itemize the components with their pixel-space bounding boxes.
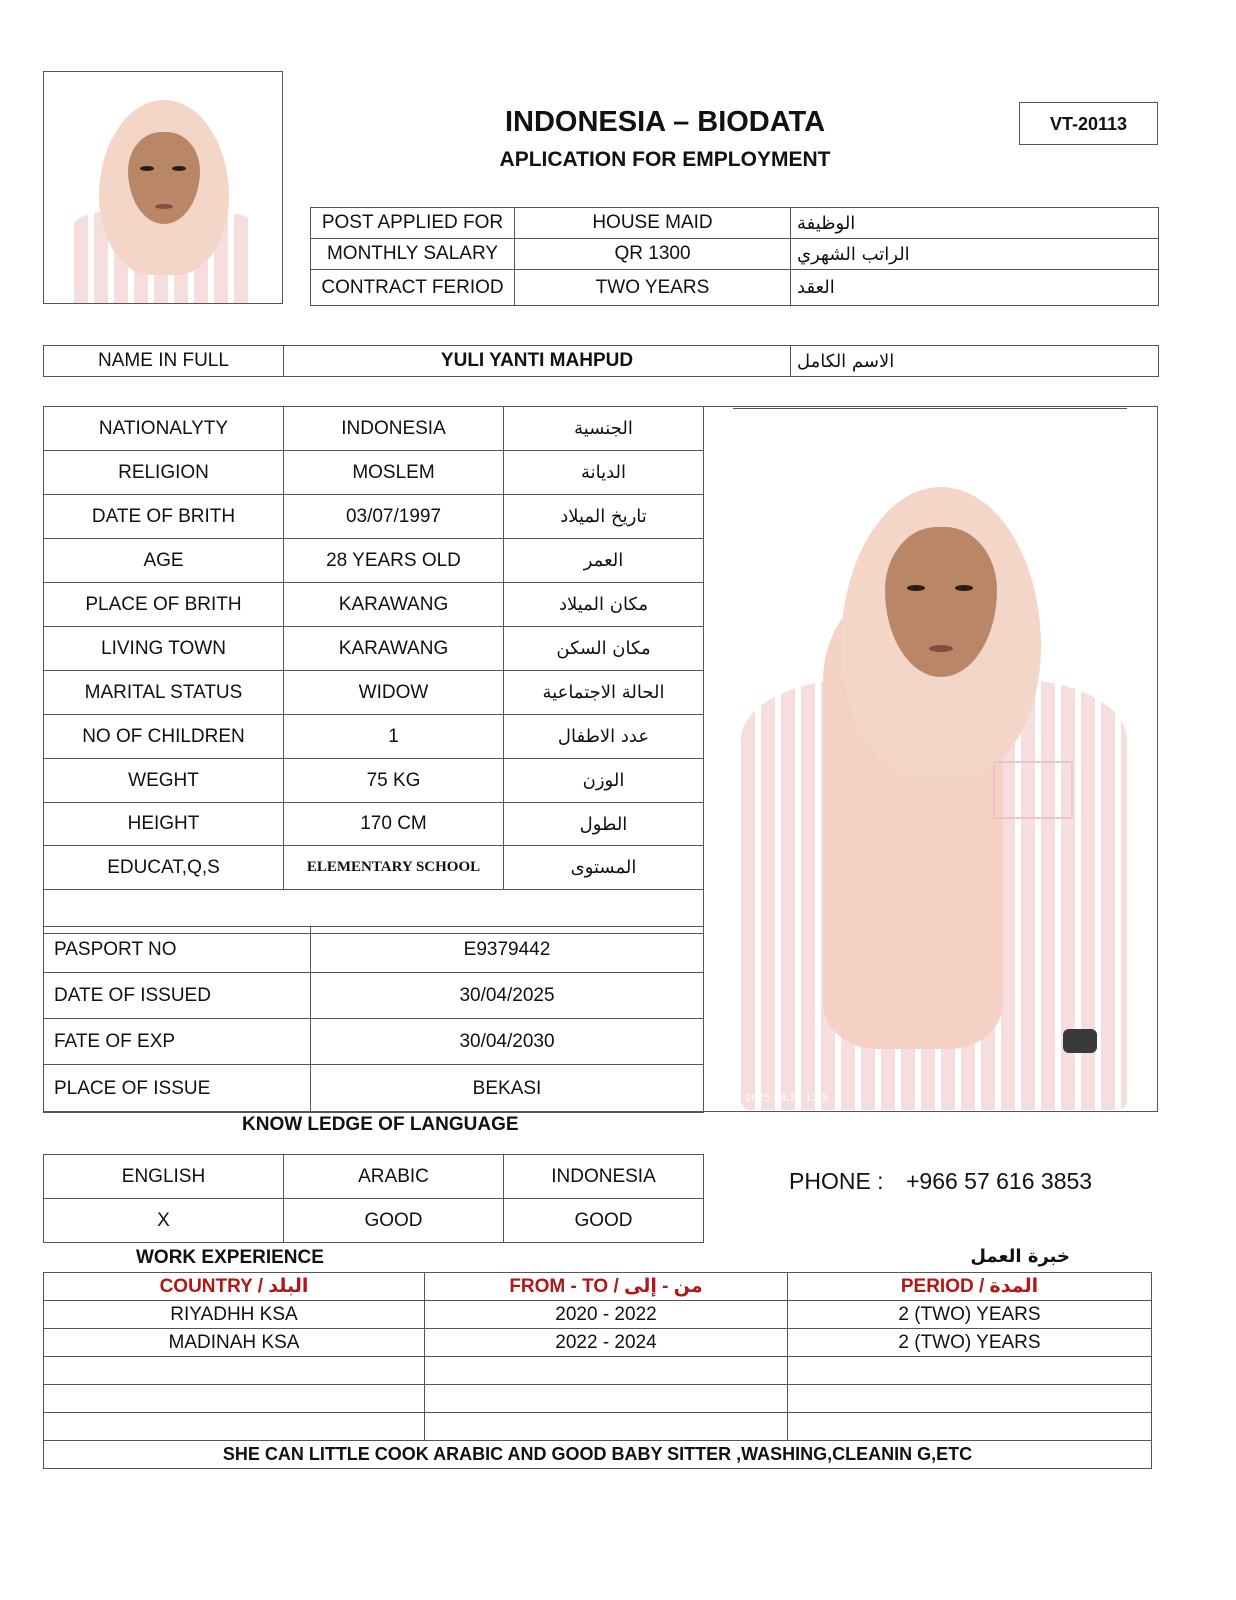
personal-arabic: العمر — [504, 539, 704, 583]
page-title: INDONESIA – BIODATA — [504, 106, 826, 138]
work-header-country: COUNTRY / البلد — [44, 1273, 425, 1301]
work-cell: RIYADHH KSA — [44, 1301, 425, 1329]
language-header: ENGLISH — [44, 1155, 284, 1199]
language-level: GOOD — [504, 1199, 704, 1243]
personal-value: KARAWANG — [284, 583, 504, 627]
job-label: MONTHLY SALARY — [311, 239, 515, 270]
job-value: QR 1300 — [515, 239, 791, 270]
passport-label: PASPORT NO — [44, 927, 311, 973]
passport-table — [43, 926, 704, 1113]
full-body-figure — [733, 409, 1127, 1110]
name-arabic: الاسم الكامل — [791, 346, 1159, 377]
personal-arabic: مكان الميلاد — [504, 583, 704, 627]
language-header: INDONESIA — [504, 1155, 704, 1199]
language-header: ARABIC — [284, 1155, 504, 1199]
work-heading-arabic: خبرة العمل — [970, 1246, 1070, 1267]
personal-label: EDUCAT,Q,S — [44, 846, 284, 890]
job-value: TWO YEARS — [515, 270, 791, 306]
personal-arabic: الجنسية — [504, 407, 704, 451]
job-table — [310, 207, 1159, 306]
work-cell — [44, 1413, 425, 1441]
work-cell: MADINAH KSA — [44, 1329, 425, 1357]
phone-label: PHONE : — [789, 1168, 884, 1194]
language-table — [43, 1154, 704, 1243]
personal-label: MARITAL STATUS — [44, 671, 284, 715]
work-cell — [788, 1413, 1152, 1441]
job-value: HOUSE MAID — [515, 208, 791, 239]
personal-value: ELEMENTARY SCHOOL — [284, 846, 504, 890]
passport-label: FATE OF EXP — [44, 1019, 311, 1065]
personal-value: 03/07/1997 — [284, 495, 504, 539]
work-cell — [44, 1385, 425, 1413]
personal-arabic: المستوى — [504, 846, 704, 890]
work-cell — [788, 1357, 1152, 1385]
phone-line — [789, 1168, 1092, 1195]
work-cell: 2 (TWO) YEARS — [788, 1301, 1152, 1329]
personal-arabic: عدد الاطفال — [504, 715, 704, 759]
portrait-figure — [64, 100, 264, 304]
personal-table — [43, 406, 704, 934]
personal-value: MOSLEM — [284, 451, 504, 495]
personal-label: PLACE OF BRITH — [44, 583, 284, 627]
full-name: YULI YANTI MAHPUD — [284, 346, 791, 377]
personal-label: NATIONALYTY — [44, 407, 284, 451]
full-body-photo — [733, 408, 1127, 1110]
personal-label: NO OF CHILDREN — [44, 715, 284, 759]
personal-value: KARAWANG — [284, 627, 504, 671]
passport-label: PLACE OF ISSUE — [44, 1065, 311, 1113]
work-cell — [788, 1385, 1152, 1413]
passport-value: BEKASI — [311, 1065, 704, 1113]
personal-arabic: الوزن — [504, 759, 704, 803]
personal-value: 75 KG — [284, 759, 504, 803]
personal-value: 170 CM — [284, 803, 504, 846]
job-arabic: الراتب الشهري — [791, 239, 1159, 270]
job-label: CONTRACT FERIOD — [311, 270, 515, 306]
work-cell — [44, 1357, 425, 1385]
personal-label: AGE — [44, 539, 284, 583]
name-label: NAME IN FULL — [44, 346, 284, 377]
work-header-dates: FROM - TO / من - إلى — [425, 1273, 788, 1301]
personal-arabic: تاريخ الميلاد — [504, 495, 704, 539]
photo-timestamp: 2025.04.28 13:5 — [745, 1093, 828, 1104]
language-heading: KNOW LEDGE OF LANGUAGE — [242, 1114, 519, 1135]
work-cell — [425, 1385, 788, 1413]
personal-arabic: مكان السكن — [504, 627, 704, 671]
page-subtitle: APLICATION FOR EMPLOYMENT — [499, 148, 831, 171]
job-arabic: العقد — [791, 270, 1159, 306]
job-arabic: الوظيفة — [791, 208, 1159, 239]
work-cell: 2022 - 2024 — [425, 1329, 788, 1357]
passport-value: E9379442 — [311, 927, 704, 973]
language-level: X — [44, 1199, 284, 1243]
work-cell — [425, 1413, 788, 1441]
reference-code-box: VT-20113 — [1019, 102, 1158, 145]
personal-value: 28 YEARS OLD — [284, 539, 504, 583]
personal-label: WEGHT — [44, 759, 284, 803]
personal-label: HEIGHT — [44, 803, 284, 846]
name-table — [43, 345, 1159, 377]
passport-label: DATE OF ISSUED — [44, 973, 311, 1019]
skills-note: SHE CAN LITTLE COOK ARABIC AND GOOD BABY SITTER ,WASHING,CLEANIN G,ETC — [44, 1441, 1152, 1469]
work-cell — [425, 1357, 788, 1385]
personal-label: RELIGION — [44, 451, 284, 495]
portrait-photo-small — [43, 71, 283, 304]
personal-label: DATE OF BRITH — [44, 495, 284, 539]
personal-arabic: الطول — [504, 803, 704, 846]
work-table — [43, 1272, 1152, 1469]
passport-value: 30/04/2025 — [311, 973, 704, 1019]
personal-value: 1 — [284, 715, 504, 759]
personal-value: INDONESIA — [284, 407, 504, 451]
passport-value: 30/04/2030 — [311, 1019, 704, 1065]
personal-label: LIVING TOWN — [44, 627, 284, 671]
personal-arabic: الحالة الاجتماعية — [504, 671, 704, 715]
work-header-period: PERIOD / المدة — [788, 1273, 1152, 1301]
phone-number: +966 57 616 3853 — [905, 1168, 1093, 1194]
job-label: POST APPLIED FOR — [311, 208, 515, 239]
language-level: GOOD — [284, 1199, 504, 1243]
personal-value: WIDOW — [284, 671, 504, 715]
work-heading: WORK EXPERIENCE — [136, 1247, 324, 1268]
work-cell: 2 (TWO) YEARS — [788, 1329, 1152, 1357]
personal-arabic: الديانة — [504, 451, 704, 495]
work-cell: 2020 - 2022 — [425, 1301, 788, 1329]
